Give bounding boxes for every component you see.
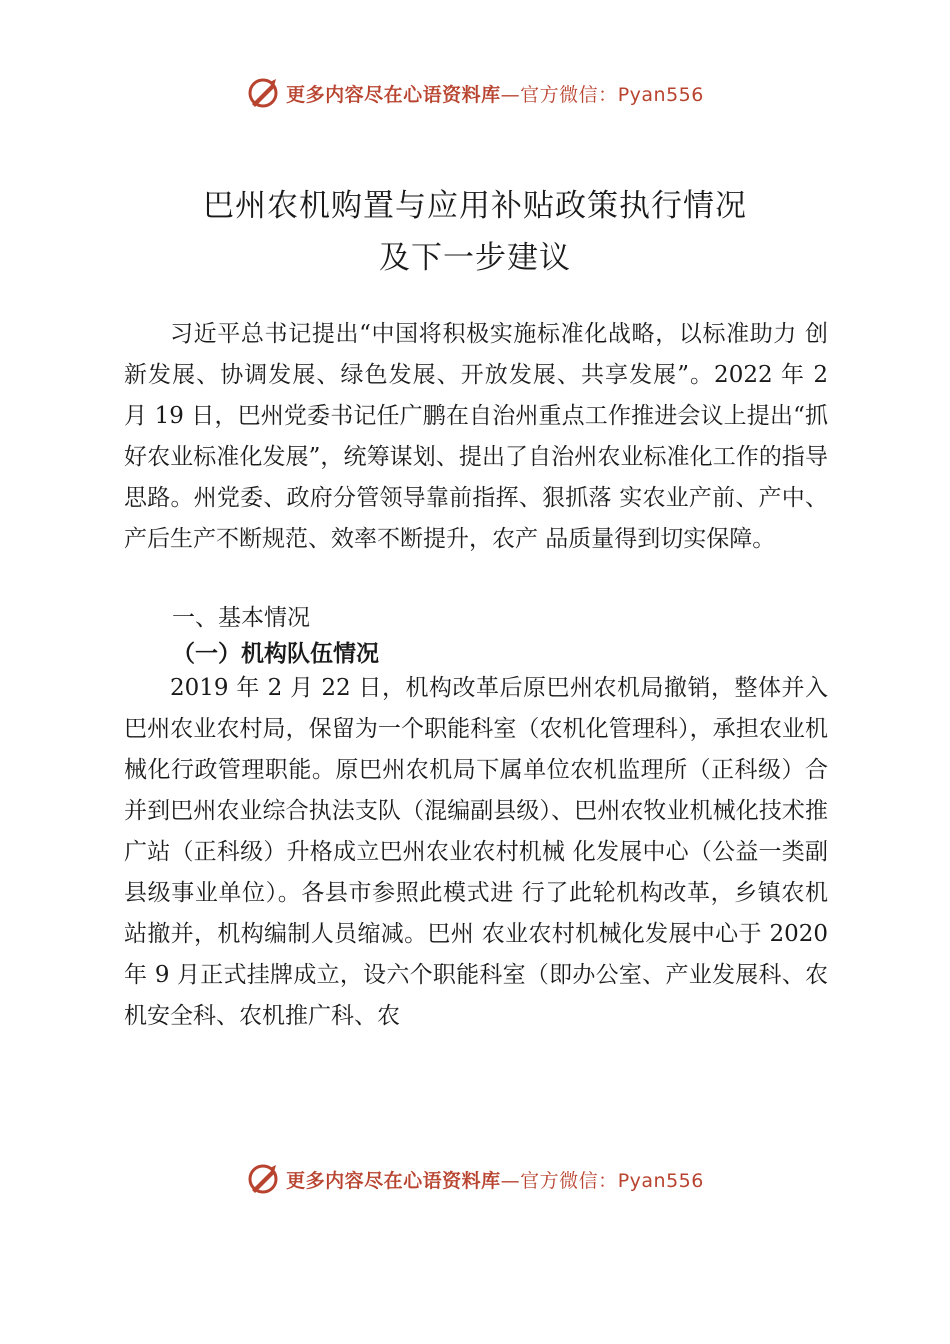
paragraph-intro [124,314,828,560]
paragraph-org-text: 2019 年 2 月 22 日，机构改革后原巴州农机局撤销，整体并入巴州农业农村局，保留为一个职能科室（农机化管理科），承担农业机械化行政管理职能。原巴州农机局下属单位农机监理所（正科级）合并到巴州农业综合执法支队（混编副县级）、巴州农牧业机械化技术推广站（正科级）升格成立巴州农业农村机械 化发展中心（公益一类副县级事业单位）。各县市参照此模式进 行了此轮机构改革，乡镇农机站撤并，机构编制人员缩减。巴州 农业农村机械化发展中心于 2020 年 9 月正式挂牌成立，设六个职能科室（即办公室、产业发展科、农机安全科、农机推广科、农 [124,675,828,1029]
header-banner [0,76,950,110]
header-banner-wechat-id: Pyan556 [617,83,704,106]
footer-banner-cn: 更多内容尽在心语资料库 [286,1169,501,1192]
document-title-line2: 及下一步建议 [379,240,571,276]
document-title-line1: 巴州农机购置与应用补贴政策执行情况 [203,188,747,224]
subsection-heading-org: （一）机构队伍情况 [172,641,379,667]
quill-logo-icon [246,76,280,110]
footer-banner-sep: —官方微信： [500,1169,618,1192]
paragraph-intro-text: 习近平总书记提出“中国将积极实施标准化战略，以标准助力 创新发展、协调发展、绿色发展、开放发展、共享发展”。2022 年 2 月 19 日，巴州党委书记任广鹏在自治州重点工作推进会议上提出“抓好农业标准化发展”，统筹谋划、提出了自治州农业标准化工作的指导思路。州党委、政府分管领导靠前指挥、狠抓落 实农业产前、产中、产后生产不断规范、效率不断提升，农产 品质量得到切实保障。 [124,321,828,552]
header-banner-text [286,80,704,107]
footer-banner [0,1162,950,1196]
footer-banner-wechat-id: Pyan556 [617,1169,704,1192]
quill-logo-icon [246,1162,280,1196]
header-banner-cn: 更多内容尽在心语资料库 [286,83,501,106]
section-heading-basic: 一、基本情况 [172,605,310,631]
footer-banner-text [286,1166,704,1193]
paragraph-org [124,668,828,1037]
header-banner-sep: —官方微信： [500,83,618,106]
